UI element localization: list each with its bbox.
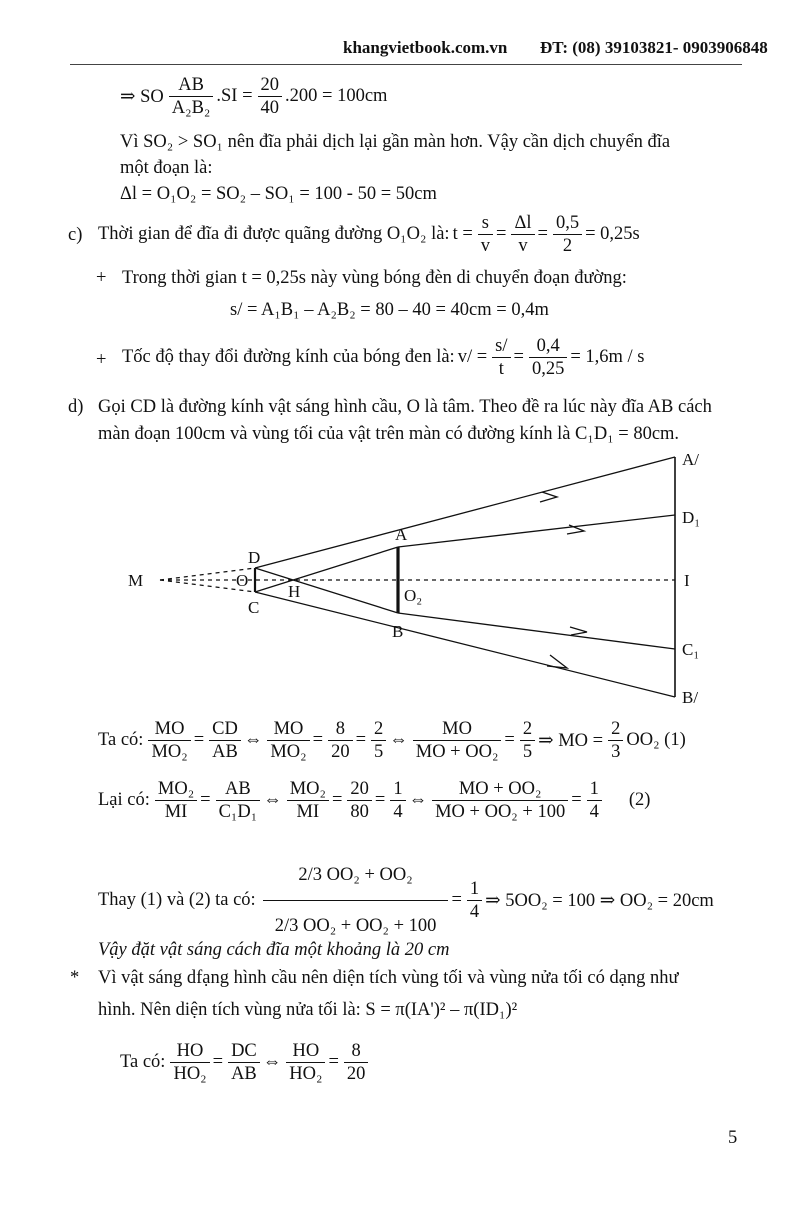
equation-3	[98, 850, 717, 951]
frac-num: HO	[170, 1040, 209, 1063]
frac-num: 20	[347, 778, 372, 801]
frac-den: 2/3 OO₂ + OO₂ + 100	[274, 916, 437, 936]
frac	[390, 778, 405, 823]
frac-num: AB	[216, 778, 261, 801]
v-eq: v/ =	[457, 347, 488, 367]
label-d1: D₁	[682, 508, 701, 527]
frac-num: 8	[344, 1040, 369, 1063]
eq-sign: =	[504, 730, 515, 750]
frac-num: 1	[587, 778, 602, 801]
frac	[287, 778, 329, 823]
frac-s-v	[478, 212, 493, 257]
frac-den: 20	[346, 1064, 366, 1084]
eq1-tail: OO₂ (1)	[626, 730, 686, 750]
part-d-line2: màn đoạn 100cm và vùng tối của vật trên màn có đường kính là C₁D₁ = 80cm.	[98, 424, 680, 444]
frac	[520, 718, 535, 763]
frac	[267, 718, 309, 763]
equiv-sign: ⇔	[408, 790, 428, 810]
eq-lhs: ⇒ SO	[120, 86, 164, 107]
frac-20-40	[258, 74, 283, 119]
frac-num: s/	[492, 335, 510, 358]
frac-den: MO₂	[151, 742, 188, 762]
eq-sign: =	[328, 1052, 339, 1072]
eq-sign: =	[496, 224, 507, 244]
frac-num: MO	[267, 718, 309, 741]
frac-num: 1	[390, 778, 405, 801]
v-result: = 1,6m / s	[570, 347, 645, 367]
frac-den: MO + OO₂ + 100	[435, 802, 566, 822]
frac-den: 5	[374, 742, 384, 762]
frac-num: 2	[520, 718, 535, 741]
ray-c-bprime	[255, 592, 675, 697]
label-d: D	[248, 548, 261, 567]
frac-den: 40	[260, 98, 280, 118]
bullet-1: +	[96, 268, 107, 288]
bullet-2-text: Tốc độ thay đổi đường kính của bóng đen là:	[122, 347, 455, 367]
frac-den: 4	[469, 902, 480, 922]
part-b-para-1: Vì SO₂ > SO₁ nên đĩa phải dịch lại gần màn hơn. Vậy cần dịch chuyển đĩa	[120, 132, 671, 152]
eq2-tail: (2)	[628, 790, 651, 810]
frac-den: AB	[212, 742, 238, 762]
frac-num: s	[478, 212, 493, 235]
eq2-prefix: Lại có:	[98, 790, 150, 810]
frac-num: 2	[608, 718, 623, 741]
eq-sign: =	[193, 730, 205, 750]
equiv-sign: ⇔	[262, 1052, 282, 1072]
frac-num: CD	[209, 718, 241, 741]
header-phone	[540, 38, 768, 58]
label-i: I	[684, 571, 690, 590]
conclusion: Vậy đặt vật sáng cách đĩa một khoảng là 20 cm	[98, 940, 450, 960]
final-line1: Vì vật sáng dfạng hình cầu nên diện tích vùng tối và vùng nửa tối có dạng như	[98, 968, 679, 988]
label-c1: C₁	[682, 640, 700, 659]
eq1-result: ⇒ MO =	[538, 730, 604, 751]
bullet-2: +	[96, 350, 107, 370]
label-o: O	[236, 571, 249, 590]
frac-num: MO₂	[287, 778, 329, 801]
frac-num: 20	[258, 74, 283, 97]
frac	[467, 878, 482, 923]
frac-num: MO	[148, 718, 190, 741]
frac-den: MO + OO₂	[415, 742, 499, 762]
eq-sign: =	[571, 790, 582, 810]
frac-den: 2	[562, 236, 573, 256]
part-d-label: d)	[68, 397, 84, 417]
arrow-3	[570, 627, 587, 635]
equation-2	[98, 778, 653, 823]
eq-sign: =	[355, 730, 366, 750]
bullet-1-text: Trong thời gian t = 0,25s này vùng bóng đèn di chuyển đoạn đường:	[122, 268, 627, 288]
frac-num: 0,4	[529, 335, 567, 358]
frac-den: MI	[296, 802, 320, 822]
frac-den: MO₂	[270, 742, 307, 762]
label-h: H	[288, 582, 301, 601]
frac	[587, 778, 602, 823]
frac-den: 0,25	[531, 359, 565, 379]
frac-den: 4	[589, 802, 599, 822]
frac-den: 4	[393, 802, 403, 822]
frac-05-2	[553, 212, 582, 257]
eq-rhs: .200 = 100cm	[285, 86, 388, 106]
frac	[413, 718, 502, 763]
frac	[228, 1040, 260, 1085]
frac-den: 20	[331, 742, 350, 762]
label-b-prime: B/	[682, 688, 699, 707]
frac-den: 80	[350, 802, 369, 822]
frac	[608, 718, 623, 763]
equiv-sign: ⇔	[243, 730, 263, 750]
page-number: 5	[728, 1128, 738, 1148]
part-c-label: c)	[68, 225, 83, 245]
frac-den: MI	[164, 802, 188, 822]
eq-sign: =	[200, 790, 211, 810]
eq-sign: =	[212, 1052, 224, 1072]
arrow-1	[540, 492, 557, 502]
final-equation	[120, 1040, 371, 1085]
eq3-tail: ⇒ 5OO₂ = 100 ⇒ OO₂ = 20cm	[485, 890, 714, 911]
eq-mid: .SI =	[216, 86, 253, 106]
frac-num: 2/3 OO₂ + OO₂	[263, 850, 449, 901]
eq3-prefix: Thay (1) và (2) ta có:	[98, 890, 256, 910]
equiv-sign: ⇔	[389, 730, 408, 750]
frac-num: HO	[286, 1040, 325, 1063]
ray-d-aprime	[255, 457, 675, 568]
label-m: M	[128, 571, 144, 590]
frac-s-t	[492, 335, 510, 380]
frac-num: MO + OO₂	[432, 778, 568, 801]
frac	[344, 1040, 369, 1085]
part-b-para-2: một đoạn là:	[120, 158, 213, 178]
ray-d-b	[255, 568, 398, 613]
eq-sign: =	[374, 790, 386, 810]
frac	[216, 778, 261, 823]
frac-den: HO₂	[173, 1064, 207, 1084]
frac-num: DC	[228, 1040, 260, 1063]
frac-den: HO₂	[289, 1064, 323, 1084]
part-c-text: Thời gian để đĩa đi được quãng đường O₁O₂ là:	[98, 224, 450, 244]
final-line2: hình. Nên diện tích vùng nửa tối là: S = π(IA')² – π(ID₁)²	[98, 1000, 518, 1020]
label-o2: O₂	[404, 586, 423, 605]
bullet-2-line	[122, 335, 647, 380]
label-a: A	[395, 525, 408, 544]
frac-num: MO₂	[155, 778, 197, 801]
header-site-text: khangvietbook.com.vn	[343, 38, 508, 57]
frac	[155, 778, 197, 823]
equation-1	[98, 718, 689, 763]
t-result: = 0,25s	[585, 224, 640, 244]
frac-num: 2	[371, 718, 386, 741]
frac	[170, 1040, 209, 1085]
frac-num: AB	[169, 74, 214, 97]
final-eq-prefix: Ta có:	[120, 1052, 166, 1072]
frac-den: 5	[522, 742, 533, 762]
part-c-line	[98, 212, 643, 257]
frac-den: A₂B₂	[171, 98, 211, 118]
frac	[286, 1040, 325, 1085]
frac	[328, 718, 353, 763]
t-eq: t =	[452, 224, 473, 244]
frac-dl-v	[511, 212, 534, 257]
part-d-line1: Gọi CD là đường kính vật sáng hình cầu, O là tâm. Theo đề ra lúc này đĩa AB cách	[98, 397, 712, 417]
eq-sign: =	[331, 790, 343, 810]
frac	[209, 718, 241, 763]
eq1-prefix: Ta có:	[98, 730, 144, 750]
s-equation: s/ = A₁B₁ – A₂B₂ = 80 – 40 = 40cm = 0,4m	[230, 300, 549, 320]
header-rule	[70, 64, 742, 65]
frac-num: MO	[413, 718, 502, 741]
frac-ab-a2b2	[169, 74, 214, 119]
frac	[347, 778, 372, 823]
frac-den: C₁D₁	[218, 802, 258, 822]
optics-diagram	[0, 445, 800, 715]
frac-den: AB	[231, 1064, 257, 1084]
label-c: C	[248, 598, 260, 617]
label-b: B	[392, 622, 404, 641]
part-b-dl: Δl = O₁O₂ = SO₂ – SO₁ = 100 - 50 = 50cm	[120, 184, 437, 204]
header-phone-text: ĐT: (08) 39103821- 0903906848	[540, 38, 768, 57]
frac-big	[263, 850, 449, 951]
frac-den: v	[518, 236, 528, 256]
frac-num: Δl	[511, 212, 534, 235]
frac-num: 0,5	[553, 212, 582, 235]
frac-04-025	[529, 335, 567, 380]
arrow-4	[547, 655, 567, 668]
frac-den: t	[498, 359, 504, 379]
frac-den: v	[480, 236, 491, 256]
ray-c-a	[255, 547, 398, 592]
equiv-sign: ⇔	[263, 790, 282, 810]
part-b-equation	[120, 74, 390, 119]
eq-sign: =	[451, 890, 462, 910]
frac-num: 8	[328, 718, 353, 741]
frac-den: 3	[611, 742, 621, 762]
frac	[148, 718, 190, 763]
eq-sign: =	[513, 347, 524, 367]
frac	[432, 778, 568, 823]
eq-sign: =	[537, 224, 548, 244]
final-bullet: *	[70, 968, 80, 988]
ray-b-c1	[398, 613, 675, 649]
header-site	[343, 38, 507, 58]
frac	[371, 718, 386, 763]
frac-num: 1	[467, 878, 482, 901]
label-a-prime: A/	[682, 450, 699, 469]
eq-sign: =	[312, 730, 324, 750]
